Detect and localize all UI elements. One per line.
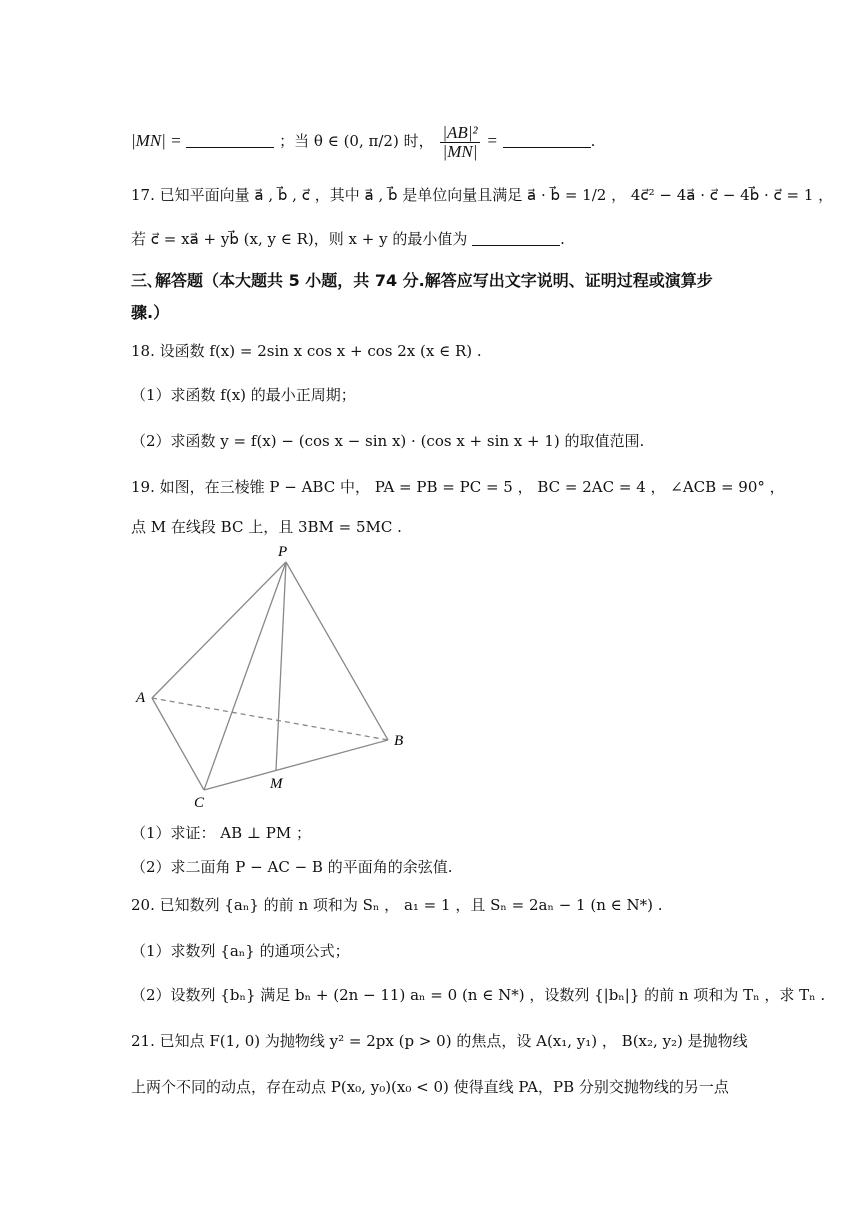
q20-part1: （1）求数列 {aₙ} 的通项公式； [131,942,350,960]
period: . [560,230,565,248]
q21-line1: 21. 已知点 F(1, 0) 为抛物线 y² = 2px (p > 0) 的焦点，设 A(x₁, y₁) ， B(x₂, y₂) 是抛物线 [131,1032,748,1050]
q20-part2: （2）设数列 {bₙ} 满足 bₙ + (2n − 11) aₙ = 0 (n ∈ N*) ，设数列 {|bₙ|} 的前 n 项和为 Tₙ ，求 Tₙ . [131,986,826,1004]
edge-pb [286,562,388,740]
label-p: P [278,544,288,560]
q17-line1: 17. 已知平面向量 a⃗ , b⃗ , c⃗ ，其中 a⃗ , b⃗ 是单位向量且满足 a⃗ · b⃗ = 1/2 ， 4c⃗² − 4a⃗ · c⃗ − 4b⃗ · c⃗ = 1 ， [131,186,834,204]
edge-pc [204,562,286,790]
fraction-numerator: |AB|² [442,122,478,142]
answer-blank [472,229,560,246]
ab-over-mn-fraction [440,124,479,161]
edge-pa [152,562,286,698]
theta-condition: ；当 θ ∈ (0, π/2) 时， [279,132,434,150]
edge-bc [204,740,388,790]
answer-blank [186,131,274,148]
equals-sign: = [486,131,498,150]
q19-stem-line1: 19. 如图，在三棱锥 P − ABC 中， PA = PB = PC = 5 ， BC = 2AC = 4 ， ∠ACB = 90° ， [131,478,785,496]
segment-pm [276,562,286,770]
q17-line2 [131,228,742,250]
label-b: B [394,733,404,749]
q17-line2-text: 若 c⃗ = xa⃗ + yb⃗ (x, y ∈ R)，则 x + y 的最小值为 [131,230,468,248]
q16-answer-line [131,118,742,164]
q19-stem-line2: 点 M 在线段 BC 上，且 3BM = 5MC . [131,518,402,536]
section-heading: 三､解答题（本大题共 5 小题，共 74 分.解答应写出文字说明、证明过程或演算步 [131,271,713,290]
edge-ac [152,698,204,790]
period: . [590,132,596,150]
q21-line2: 上两个不同的动点，存在动点 P(x₀, y₀)(x₀ < 0) 使得直线 PA，PB 分别交抛物线的另一点 [131,1078,729,1096]
q18-part1: （1）求函数 f(x) 的最小正周期； [131,386,356,404]
label-a: A [136,690,146,706]
edge-ab-hidden [152,698,388,740]
label-m: M [270,776,283,792]
q19-part2: （2）求二面角 P − AC − B 的平面角的余弦值. [131,858,453,876]
tetrahedron-figure [130,542,420,812]
mn-expression: |MN| = [131,131,182,150]
q20-stem: 20. 已知数列 {aₙ} 的前 n 项和为 Sₙ ， a₁ = 1 ，且 Sₙ = 2aₙ − 1 (n ∈ N*) . [131,896,663,914]
answer-blank [503,131,591,148]
fraction-denominator: |MN| [442,141,478,161]
section-heading-cont: 骤.） [131,303,170,322]
label-c: C [194,795,205,811]
q18-part2: （2）求函数 y = f(x) − (cos x − sin x) · (cos x + sin x + 1) 的取值范围. [131,432,645,450]
q19-part1: （1）求证： AB ⊥ PM ； [131,824,312,842]
q18-stem: 18. 设函数 f(x) = 2sin x cos x + cos 2x (x ∈ R) . [131,342,482,360]
